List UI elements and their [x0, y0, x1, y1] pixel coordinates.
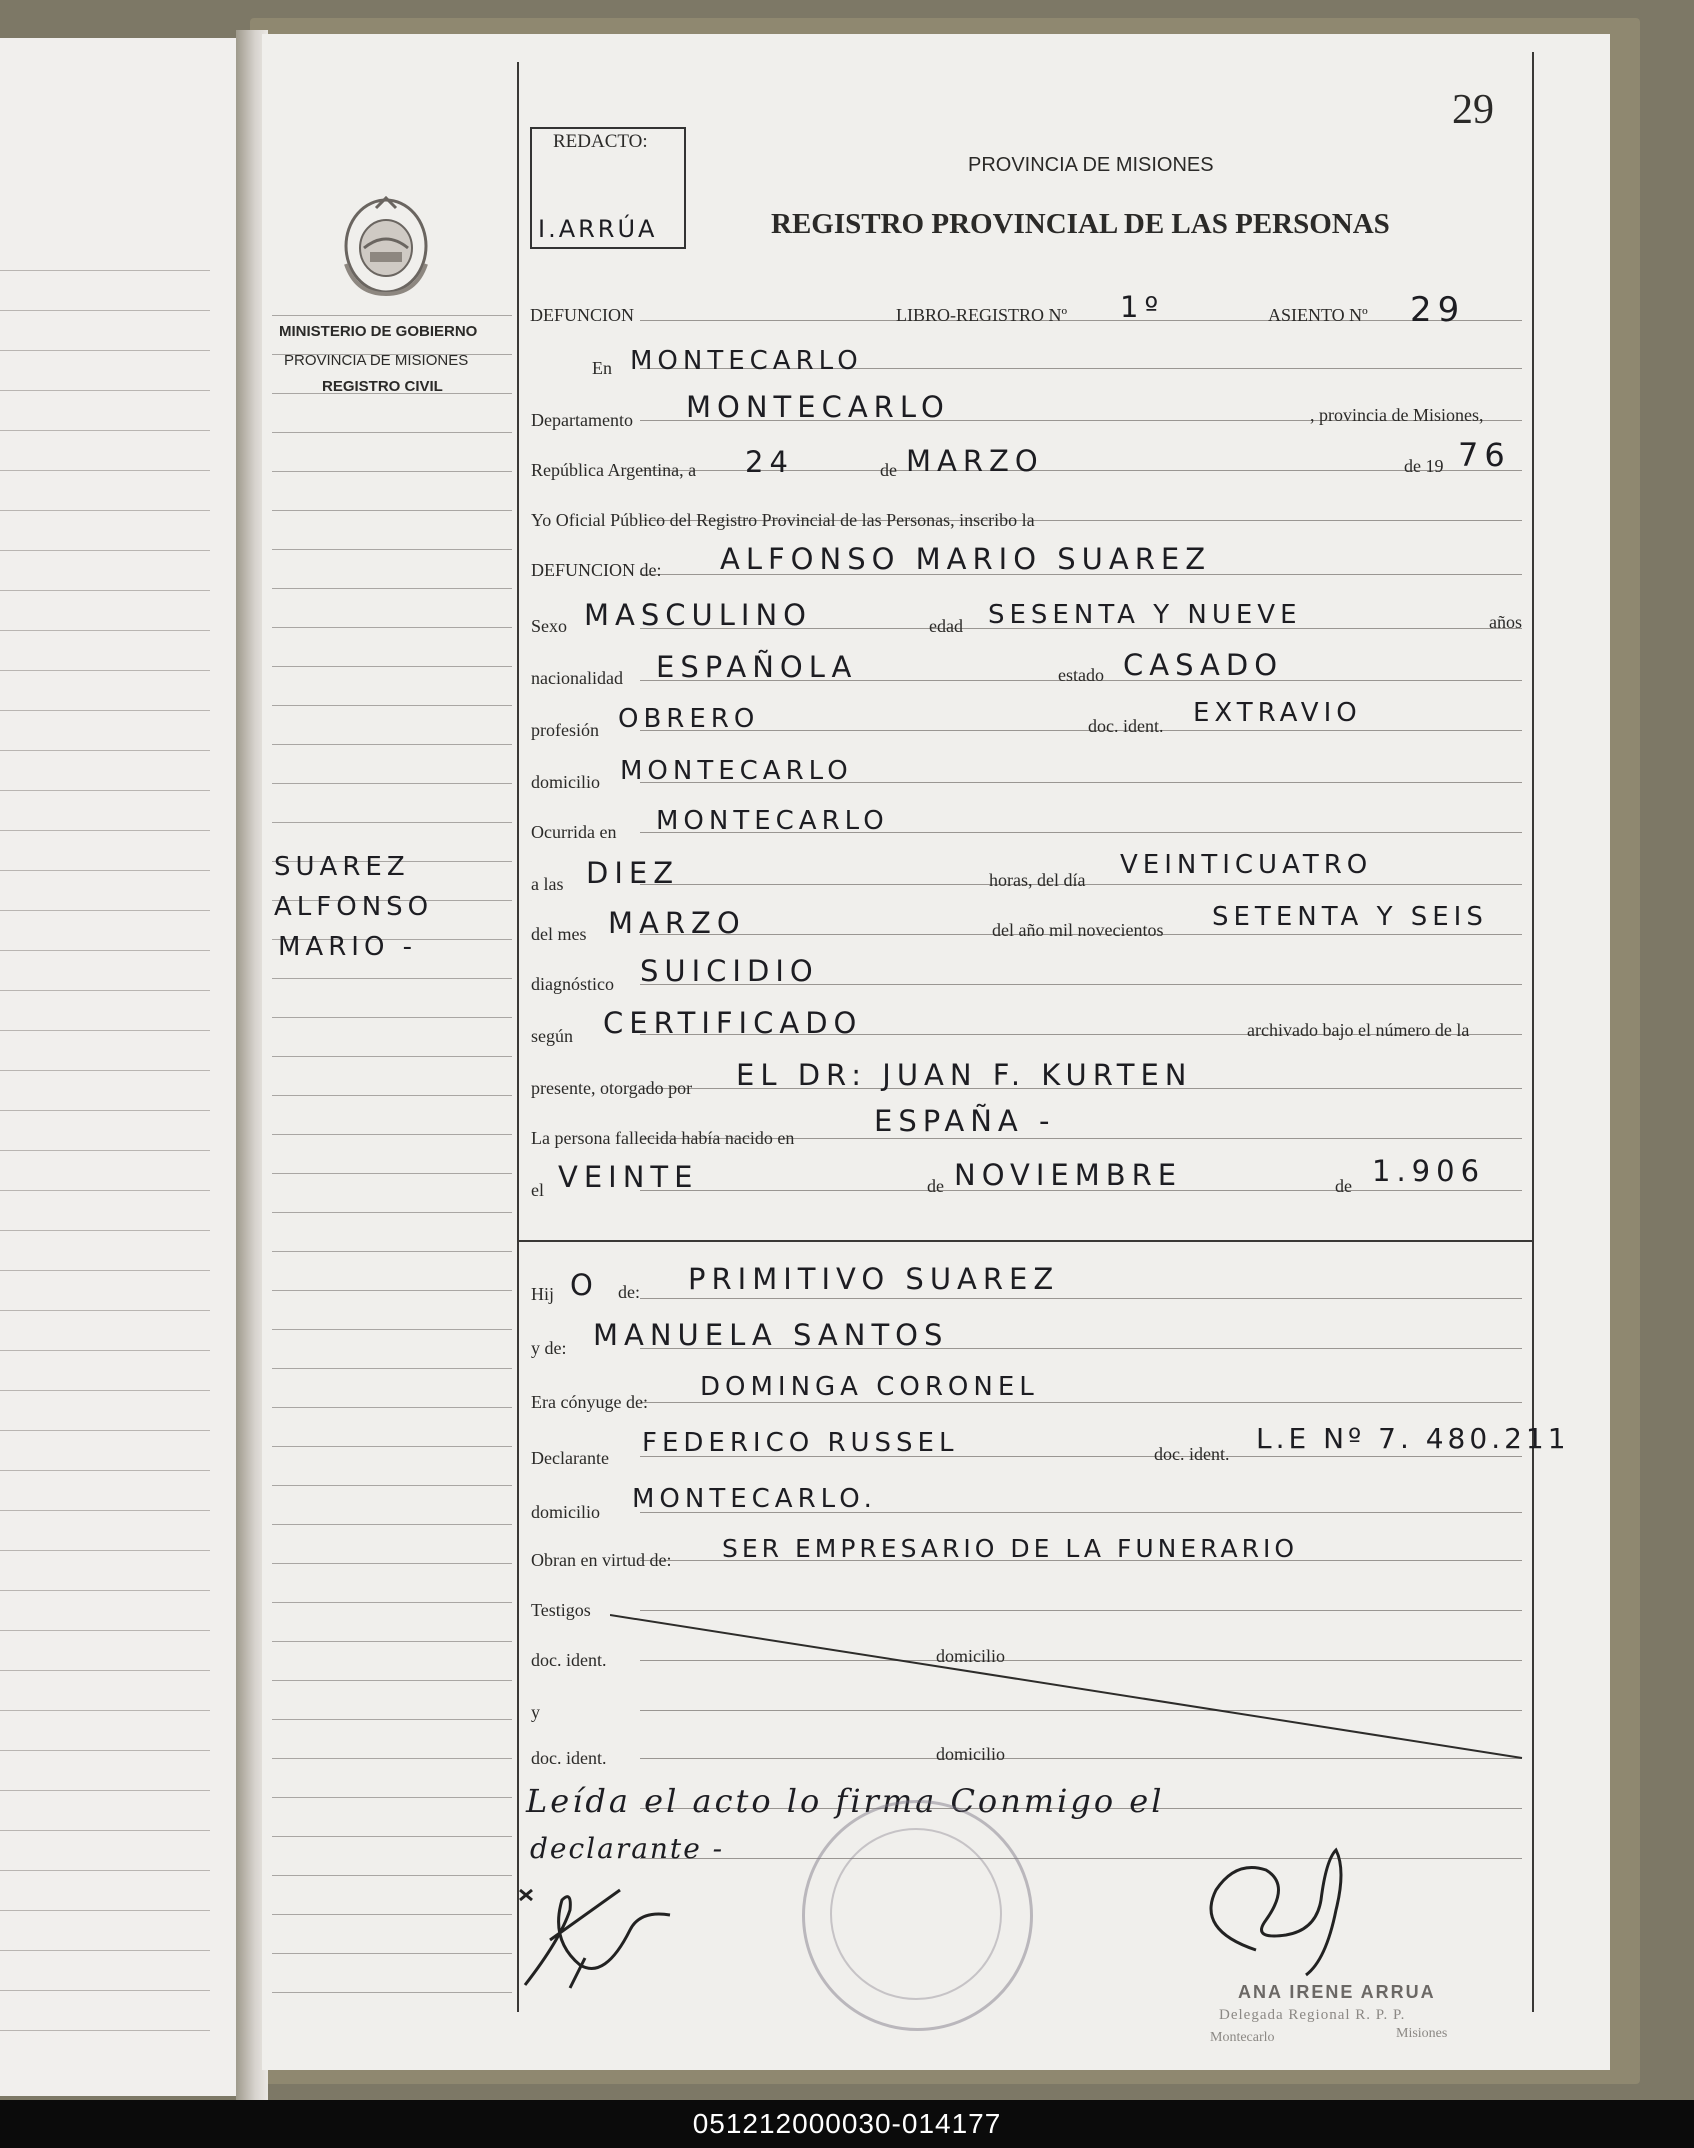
domicilio-value-2: MONTECARLO. [632, 1484, 877, 1514]
left-page-rule [0, 1070, 210, 1071]
margin-rule [272, 432, 512, 433]
left-page-rule [0, 630, 210, 631]
margin-rule [272, 471, 512, 472]
margin-rule [272, 1329, 512, 1330]
doc-ident-label-3: doc. ident. [531, 1650, 607, 1670]
doc-ident-value-2: L.E Nº 7. 480.211 [1256, 1422, 1570, 1455]
profesion-label: profesión [531, 720, 599, 740]
anio-value: 76 [1458, 436, 1511, 474]
margin-rule [272, 1212, 512, 1213]
left-page-rule [0, 1790, 210, 1791]
nacionalidad-value: ESPAÑOLA [656, 650, 858, 684]
republica-label: República Argentina, a [531, 460, 697, 480]
margin-rule [272, 1641, 512, 1642]
padre-value: PRIMITIVO SUAREZ [688, 1262, 1060, 1296]
provincia-text: , provincia de Misiones, [1310, 405, 1484, 425]
left-page-rule [0, 910, 210, 911]
margin-rule [272, 1680, 512, 1681]
closing-line-1: Leída el acto lo firma Conmigo el [526, 1782, 1165, 1820]
margin-rule [272, 1758, 512, 1759]
ocurrida-label: Ocurrida en [531, 822, 617, 842]
section-divider [517, 1240, 1534, 1242]
margin-rule [272, 1017, 512, 1018]
de-label-2: de [927, 1176, 944, 1196]
left-frame-line [517, 62, 519, 2012]
doc-ident-value: EXTRAVIO [1193, 698, 1362, 728]
left-page-rule [0, 590, 210, 591]
margin-rule [272, 1836, 512, 1837]
en-value: MONTECARLO [630, 346, 863, 376]
left-page-rule [0, 1550, 210, 1551]
nacido-label: La persona fallecida había nacido en [531, 1128, 795, 1148]
margin-rule [272, 1914, 512, 1915]
ministerio-label: MINISTERIO DE GOBIERNO [279, 323, 478, 340]
nacido-value: ESPAÑA - [874, 1104, 1056, 1138]
libro-value: 1º [1120, 290, 1165, 324]
y-de-label: y de: [531, 1338, 567, 1358]
margin-rule [272, 978, 512, 979]
domicilio-label-4: domicilio [936, 1744, 1005, 1764]
left-page-rule [0, 870, 210, 871]
left-page-rule [0, 430, 210, 431]
form-underline [640, 730, 1522, 731]
left-page-rule [0, 2030, 210, 2031]
margin-rule [272, 1992, 512, 1993]
de-19-label: de 19 [1404, 456, 1444, 476]
doc-ident-label-4: doc. ident. [531, 1748, 607, 1768]
margin-rule [272, 1368, 512, 1369]
margin-rule [272, 510, 512, 511]
sexo-label: Sexo [531, 616, 567, 636]
margin-rule [272, 1134, 512, 1135]
left-page-rule [0, 1510, 210, 1511]
left-page [0, 38, 236, 2096]
defuncion-de-label: DEFUNCION de: [531, 560, 662, 580]
margin-rule [272, 822, 512, 823]
defuncion-label: DEFUNCION [530, 305, 635, 325]
conyuge-value: DOMINGA CORONEL [700, 1372, 1039, 1402]
domicilio-label: domicilio [531, 772, 600, 792]
horas-value: VEINTICUATRO [1120, 850, 1373, 880]
estado-label: estado [1058, 665, 1104, 685]
left-page-rule [0, 550, 210, 551]
closing-line-2: declarante - [530, 1832, 725, 1865]
left-page-rule [0, 1150, 210, 1151]
del-anio-value: SETENTA Y SEIS [1212, 902, 1488, 932]
left-page-rule [0, 710, 210, 711]
obran-value: SER EMPRESARIO DE LA FUNERARIO [722, 1534, 1298, 1563]
left-page-rule [0, 1710, 210, 1711]
doc-ident-label-2: doc. ident. [1154, 1444, 1230, 1464]
margin-rule [272, 1173, 512, 1174]
officer-title: Delegada Regional R. P. P. [1219, 2007, 1406, 2023]
coat-of-arms-seal [336, 194, 436, 298]
declarante-value: FEDERICO RUSSEL [642, 1428, 959, 1458]
conyuge-label: Era cónyuge de: [531, 1392, 648, 1412]
left-page-rule [0, 1350, 210, 1351]
anios-label: años [1489, 612, 1522, 632]
archivado-text: archivado bajo el número de la [1247, 1020, 1470, 1040]
edad-value: SESENTA Y NUEVE [988, 600, 1302, 630]
left-page-rule [0, 350, 210, 351]
margin-rule [272, 627, 512, 628]
left-page-rule [0, 1190, 210, 1191]
left-page-rule [0, 950, 210, 951]
margin-middle-name: MARIO - [278, 932, 418, 962]
hij-label: Hij [531, 1284, 555, 1304]
left-page-rule [0, 1670, 210, 1671]
profesion-value: OBRERO [618, 704, 760, 734]
declarante-signature [510, 1870, 680, 2000]
obran-label: Obran en virtud de: [531, 1550, 672, 1570]
form-underline [640, 320, 1522, 321]
left-page-rule [0, 1950, 210, 1951]
sidebar-provincia-label: PROVINCIA DE MISIONES [284, 352, 469, 369]
margin-rule [272, 1953, 512, 1954]
left-page-rule [0, 1870, 210, 1871]
officer-place-right: Misiones [1396, 2026, 1448, 2041]
del-anio-label: del año mil novecientos [992, 920, 1164, 940]
departamento-value: MONTECARLO [686, 390, 950, 424]
form-underline [640, 1298, 1522, 1299]
left-page-rule [0, 390, 210, 391]
margin-rule [272, 1485, 512, 1486]
hij-de-label: de: [618, 1282, 640, 1302]
margin-rule [272, 666, 512, 667]
left-page-rule [0, 1590, 210, 1591]
doc-ident-label: doc. ident. [1088, 716, 1164, 736]
left-page-rule [0, 310, 210, 311]
dia-value: 24 [745, 445, 794, 479]
left-page-rule [0, 1310, 210, 1311]
margin-rule [272, 1719, 512, 1720]
el-value: VEINTE [558, 1160, 699, 1194]
document-code: 051212000030-014177 [692, 2108, 1002, 2139]
estado-value: CASADO [1123, 648, 1284, 682]
province-heading: PROVINCIA DE MISIONES [968, 154, 1214, 176]
left-page-rule [0, 990, 210, 991]
margin-rule [272, 549, 512, 550]
officer-place-left: Montecarlo [1210, 2030, 1275, 2045]
hij-suffix: O [570, 1268, 599, 1302]
ocurrida-value: MONTECARLO [656, 806, 889, 836]
testigos-label: Testigos [531, 1600, 591, 1620]
mes-value: MARZO [906, 444, 1044, 478]
left-page-rule [0, 1750, 210, 1751]
segun-label: según [531, 1026, 573, 1046]
margin-rule [272, 1446, 512, 1447]
departamento-label: Departamento [531, 410, 633, 430]
left-page-rule [0, 1270, 210, 1271]
margin-first-name: ALFONSO [274, 892, 434, 922]
form-underline [640, 1402, 1522, 1403]
declarante-label: Declarante [531, 1448, 609, 1468]
diagnostico-label: diagnóstico [531, 974, 614, 994]
en-label: En [592, 358, 612, 378]
segun-value: CERTIFICADO [603, 1006, 863, 1040]
el-label: el [531, 1180, 544, 1200]
margin-rule [272, 783, 512, 784]
a-las-value: DIEZ [586, 856, 680, 890]
margin-rule [272, 744, 512, 745]
horas-label: horas, del día [989, 870, 1086, 890]
left-page-rule [0, 1470, 210, 1471]
left-page-rule [0, 1030, 210, 1031]
a-las-label: a las [531, 874, 564, 894]
margin-rule [272, 1797, 512, 1798]
left-page-rule [0, 470, 210, 471]
left-page-rule [0, 1390, 210, 1391]
oficial-text: Yo Oficial Público del Registro Provincial de las Personas, inscribo la [531, 510, 1035, 530]
asiento-label: ASIENTO Nº [1268, 305, 1368, 325]
officer-signature [1196, 1840, 1416, 1980]
left-page-rule [0, 510, 210, 511]
left-page-rule [0, 790, 210, 791]
testigos-strike-line [610, 1600, 1530, 1770]
margin-rule [272, 1095, 512, 1096]
left-page-rule [0, 1430, 210, 1431]
left-page-rule [0, 670, 210, 671]
edad-label: edad [929, 616, 963, 636]
officer-name: ANA IRENE ARRUA [1238, 1982, 1436, 2002]
official-stamp-inner [830, 1828, 1002, 2000]
nac-anio-value: 1.906 [1372, 1154, 1486, 1188]
del-mes-value: MARZO [608, 906, 746, 940]
margin-rule [272, 1407, 512, 1408]
left-page-rule [0, 830, 210, 831]
y-label: y [531, 1702, 540, 1722]
redacto-label: REDACTO: [553, 131, 648, 152]
domicilio-label-3: domicilio [936, 1646, 1005, 1666]
registry-heading: REGISTRO PROVINCIAL DE LAS PERSONAS [771, 208, 1390, 240]
margin-rule [272, 1875, 512, 1876]
left-page-rule [0, 1830, 210, 1831]
left-page-rule [0, 750, 210, 751]
libro-label: LIBRO-REGISTRO Nº [896, 305, 1068, 325]
domicilio-value: MONTECARLO [620, 756, 853, 786]
margin-rule [272, 315, 512, 316]
de-label-3: de [1335, 1176, 1352, 1196]
margin-rule [272, 1056, 512, 1057]
presente-label: presente, otorgado por [531, 1078, 693, 1098]
margin-rule [272, 1602, 512, 1603]
registro-civil-label: REGISTRO CIVIL [322, 378, 443, 395]
del-mes-label: del mes [531, 924, 587, 944]
right-frame-line [1532, 52, 1534, 2012]
nac-mes-value: NOVIEMBRE [954, 1158, 1183, 1192]
left-page-rule [0, 1110, 210, 1111]
margin-rule [272, 705, 512, 706]
sexo-value: MASCULINO [584, 598, 812, 632]
left-page-rule [0, 1990, 210, 1991]
margin-surname: SUAREZ [274, 852, 410, 882]
asiento-value: 29 [1410, 290, 1466, 330]
margin-rule [272, 588, 512, 589]
left-page-rule [0, 1910, 210, 1911]
madre-value: MANUELA SANTOS [593, 1318, 949, 1352]
domicilio-label-2: domicilio [531, 1502, 600, 1522]
margin-rule [272, 1251, 512, 1252]
presente-value: EL DR: JUAN F. KURTEN [736, 1058, 1193, 1092]
margin-rule [272, 1524, 512, 1525]
left-page-rule [0, 1630, 210, 1631]
left-page-rule [0, 270, 210, 271]
page-number: 29 [1452, 87, 1494, 133]
diagnostico-value: SUICIDIO [640, 954, 819, 988]
margin-rule [272, 1563, 512, 1564]
redacto-value: I.ARRÚA [538, 215, 658, 243]
nombre-value: ALFONSO MARIO SUAREZ [720, 542, 1212, 576]
margin-rule [272, 1290, 512, 1291]
left-page-rule [0, 1230, 210, 1231]
nacionalidad-label: nacionalidad [531, 668, 623, 688]
de-label: de [880, 460, 897, 480]
